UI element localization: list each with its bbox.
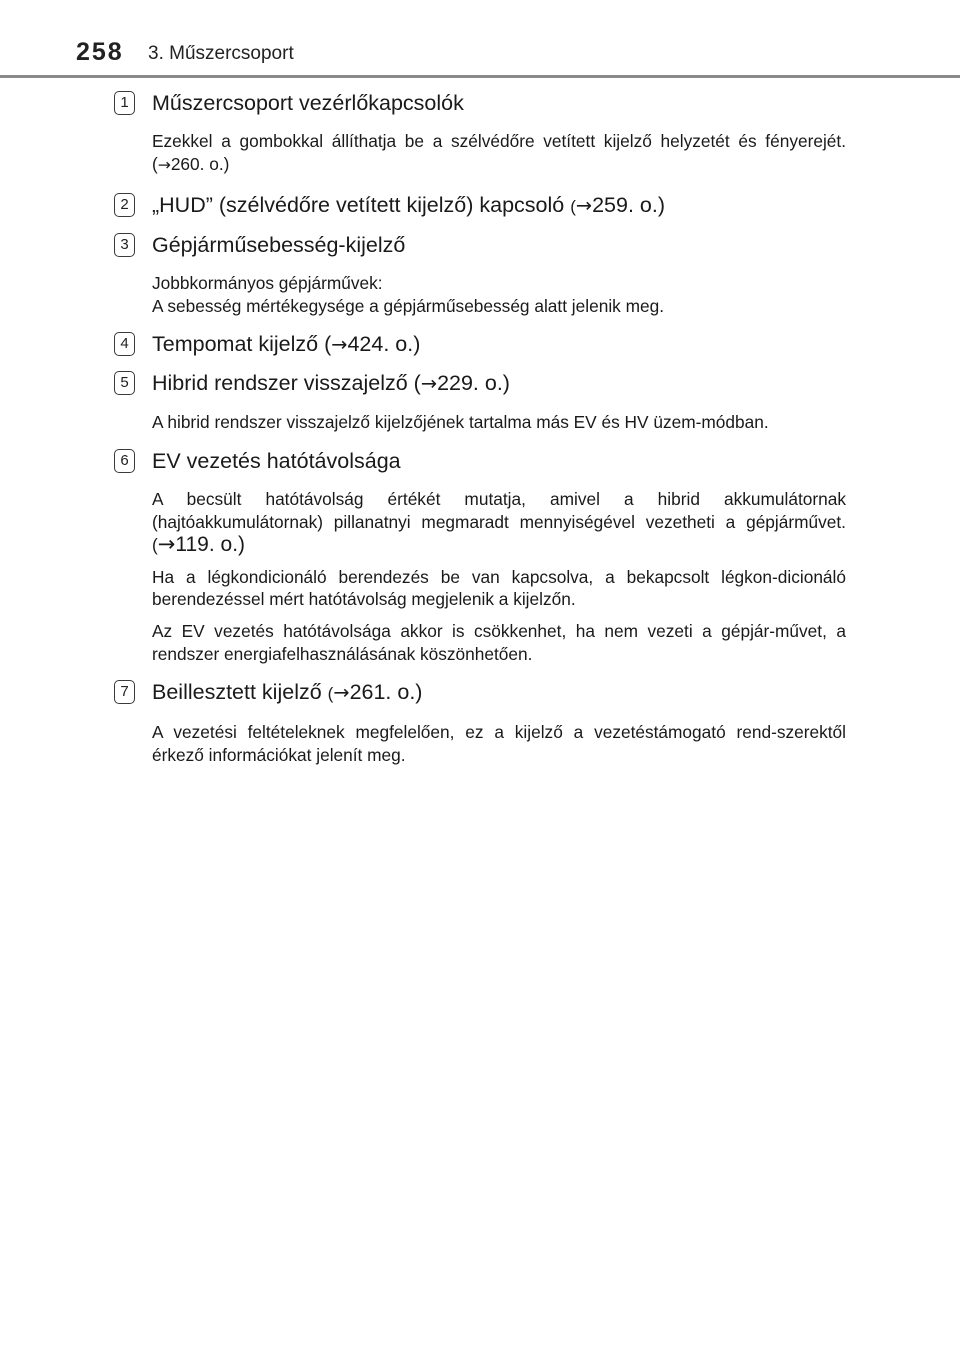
page-reference: 229. o.) [437,371,510,396]
item-heading [114,368,846,399]
item-description: A becsült hatótávolság értékét mutatja, amivel a hibrid akkumulátornak (hajtóakkumulátornak) pillanatnyi megmaradt mennyiségével vezetheti a gépjárművet. (→119. o.) [152,488,846,557]
item-description: A hibrid rendszer visszajelző kijelzőjének tartalma más EV és HV üzem-módban. [152,412,769,433]
list-item [114,88,846,176]
item-number-badge: 1 [114,91,135,115]
item-title: Hibrid rendszer visszajelző ( [152,371,421,396]
item-title: Műszercsoport vezérlőkapcsolók [152,91,464,115]
list-item [114,190,846,222]
item-number-badge: 2 [114,193,135,217]
item-title: Gépjárműsebesség-kijelző [152,233,406,258]
list-item [114,329,846,360]
section-title: 3. Műszercsoport [148,43,294,64]
item-number-badge: 3 [114,233,135,257]
header-divider [0,75,960,78]
page-reference: 260. o.) [170,153,230,174]
page-header [0,0,960,80]
list-item [114,368,846,434]
page-reference: 259. o.) [592,193,666,218]
item-description: Ezekkel a gombokkal állíthatja be a szélvédőre vetített kijelző helyzetét és fényerejét. (→260. o.) [152,131,846,174]
item-description: A vezetési feltételeknek megfelelően, ez a kijelző a vezetéstámogató rend-szerektől érkező információkat jelenít meg. [152,722,846,765]
item-description: Jobbkormányos gépjárművek: A sebesség mértékegysége a gépjárműsebesség alatt jelenik meg. [152,273,665,316]
item-title: Beillesztett kijelző [152,680,322,705]
item-heading [114,230,846,260]
list-item [114,677,846,766]
arrow-icon: → [420,372,438,396]
arrow-icon: → [157,155,171,174]
page-reference: 424. o.) [347,332,421,357]
item-number-badge: 4 [114,332,135,356]
item-title: Tempomat kijelző ( [152,332,332,357]
item-description: Ha a légkondicionáló berendezés be van kapcsolva, a bekapcsolt légkon-dicionáló berendezéssel mért hatótávolság megjelenik a kijelzőn. [152,566,846,610]
item-heading [114,446,846,476]
page-reference: 261. o.) [349,680,423,705]
item-number-badge: 5 [114,371,135,395]
page-number: 258 [76,38,124,66]
arrow-icon: → [331,333,348,357]
item-number-badge: 6 [114,449,135,473]
page-reference: 119. o.) [175,533,246,557]
item-heading [114,88,846,118]
list-item [114,446,846,665]
item-heading [114,329,846,360]
item-title: „HUD” (szélvédőre vetített kijelző) kapcsoló [152,193,565,218]
list-item [114,230,846,317]
item-number-badge: 7 [114,680,135,704]
item-heading: 2 „HUD” (szélvédőre vetített kijelző) kapcsoló (→259. o.) [114,190,846,222]
arrow-icon: → [575,194,593,218]
item-title: EV vezetés hatótávolsága [152,448,401,473]
item-heading: 7 Beillesztett kijelző (→261. o.) [114,677,846,709]
item-description: Az EV vezetés hatótávolsága akkor is csökkenhet, ha nem vezeti a gépjár-művet, a rendszer energiafelhasználásának köszönhetően. [152,620,846,664]
item-list [114,88,846,766]
arrow-icon: → [333,681,350,705]
arrow-icon: → [157,532,176,557]
